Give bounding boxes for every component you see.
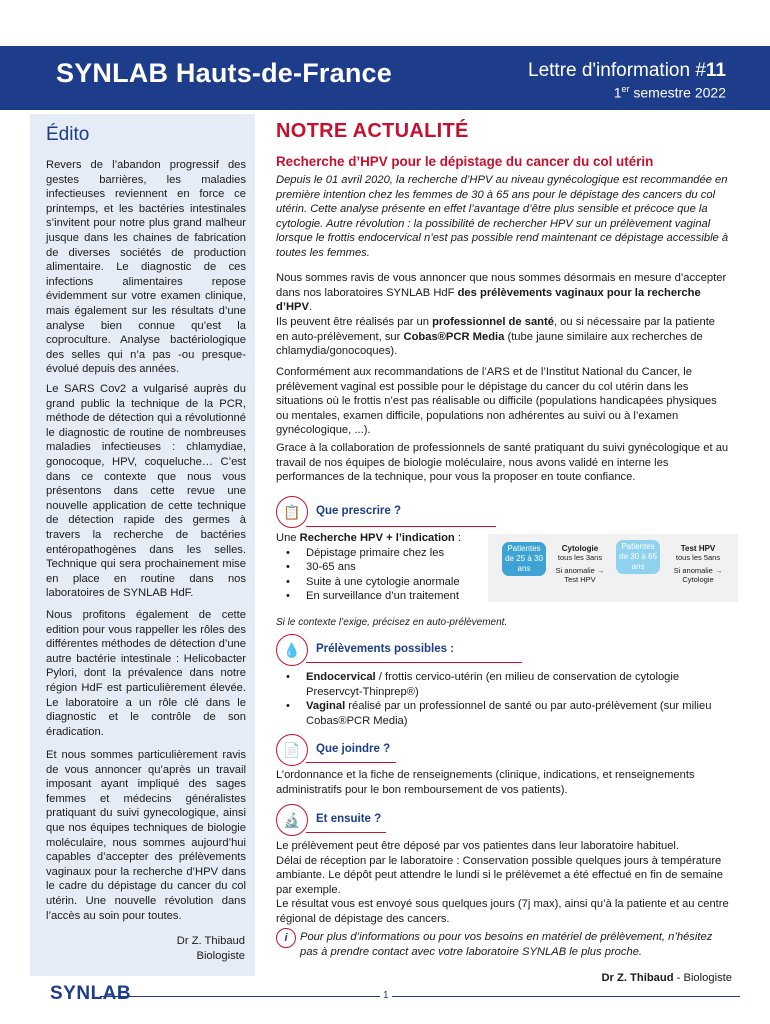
p2-c: . [308,301,313,314]
droplet-icon: 💧 [276,634,308,666]
edito-sig-role: Biologiste [196,950,245,962]
newsletter-label: Lettre d'information # [528,60,706,81]
prescribe-a: Une [276,532,300,544]
sample-2-text: réalisé par un professionnel de santé ou par auto-prélèvement (sur milieu Cobas®PCR Media) [306,700,712,727]
section-divider [306,526,496,527]
paragraph-5: Grace à la collaboration de professionnels de santé pratiquant du suivi gynécologique et au travail de nos équipes de biologie moléculaire, nous avons validé en interne les performances de la technique, pour vous la proposer en toute confiance. [276,442,729,484]
patients-30-65-bubble: Patientes de 30 à 65 ans [616,540,660,574]
p3-d: Cobas®PCR Media [403,330,505,343]
cytology-freq: tous les 3ans [557,553,603,562]
next-content [276,839,730,927]
signoff-name: Dr Z. Thibaud [601,972,674,984]
edito-paragraph-1: Revers de l’abandon progressif des gestes barrières, les maladies infectieuses reviennent en force ce printemps, et les bactéries intestinales s’invitent pour notre plus grand malheur jusque dans les chaines de fabrication de diverses sociétés de production alimentaire. Le diagnostic de ces infections alimentaires repose évidemment sur votre examen clinique, mais également sur les résultats d’une analyse bien connue qu’est la coproculture. Analyse bactériologique des selles qui n’a pas -ou presque-évolué depuis des années. [46,159,246,376]
cytology-anomaly: Si anomalie → Test HPV [555,566,605,584]
edito-title: Édito [46,124,90,145]
prescribe-intro [276,531,496,546]
edito-signature [177,934,245,964]
paragraph-3 [276,315,730,359]
page-number: 1 [380,990,392,1001]
list-item: • Dépistage primaire chez les [306,546,496,561]
list-item [306,670,730,699]
sample-2-bold: Vaginal [306,700,346,713]
paragraph-2 [276,271,730,315]
prescribe-c: : [454,532,461,544]
edito-sig-name: Dr Z. Thibaud [176,935,245,947]
prescribe-list [276,546,496,604]
sample-1-bold: Endocervical [306,671,376,683]
hpv-test-title: Test HPV [680,544,716,553]
attach-text: L’ordonnance et la fiche de renseignements (clinique, indications, et renseignements administratifs pour le bon remboursement de vos patients). [276,769,695,796]
footer-line [100,996,740,997]
edito-paragraph-2: Le SARS Cov2 a vulgarisé auprès du grand public la technique de la PCR, méthode de détection qui a révolutionné le diagnostic de routine de nombreuses maladies infectieuses : chlamydiae, gonocoque, HPV, coqueluche… C’est dans ce contexte que nous vous présentons dans cette revue une nouvelle application de cette technique de détection rapide des germes à travers la recherche de bactéries entéropathogènes dans les selles. Technique qui sera prochainement mise en place en routine dans nos laboratoires de SYNLAB HdF. [46,383,246,600]
hpv-anomaly: Si anomalie → Cytologie [673,566,723,584]
list-item [306,699,730,728]
list-item: • En surveillance d’un traitement [306,589,496,604]
list-item: • Suite à une cytologie anormale [306,575,496,590]
section-divider [306,662,522,663]
semester-text: semestre 2022 [629,84,726,101]
prescribe-content [276,531,496,604]
p3-e: (tube jaune similaire aux recherches de chlamydia/gonocoques). [276,330,703,358]
paragraph-4: Conformément aux recommandations de l’ARS et de l’Institut National du Cancer, le prélèvement vaginal est possible pour le dépistage du cancer du col utérin dans les situations où le frottis n’est pas réalisable ou difficile (populations handicapées physiques ou mentales, examen difficile, populations non adhérentes au suivi ou à l’examen gynécologique, ...). [276,366,717,437]
article-subtitle: Recherche d’HPV pour le dépistage du cancer du col utérin [276,154,654,169]
cytology-label [550,544,610,562]
section-next-title: Et ensuite ? [316,813,382,825]
next-p1: Le prélèvement peut être déposé par vos patientes dans leur laboratoire habituel. [276,840,680,852]
signoff-role: - Biologiste [673,972,732,984]
section-prescribe-title: Que prescrire ? [316,505,402,517]
section-divider [306,762,396,763]
prescribe-note: Si le contexte l’exige, précisez en auto-prélèvement. [276,617,508,628]
document-icon: 📄 [276,734,308,766]
info-icon: i [276,928,296,948]
semester-sup: er [621,84,630,94]
synlab-logo: SYNLAB [50,983,132,1004]
hpv-test-freq: tous les 5ans [675,553,721,562]
list-item: • 30-65 ans [306,560,496,575]
newsletter-number [528,60,726,82]
section-attach-title: Que joindre ? [316,743,391,755]
edito-sidebar [30,114,255,976]
p3-c: , ou si nécessaire par la patiente en auto-prélèvement, sur [276,316,716,343]
intro-paragraph: Depuis le 01 avril 2020, la recherche d’HPV au niveau gynécologique est recommandée en première intention chez les femmes de 30 à 65 ans pour le dépistage des cancers du col utérin. Cette analyse présente en effet l’avantage d’être plus sensible et précoce que la cytologie. Autre révolution : la possibilité de rechercher HPV sur un prélèvement vaginal lorsque le frottis endocervical n’est pas possible rend maintenant ce dépistage accessible à toutes les femmes. [276,174,729,259]
p2-a: Nous sommes ravis de vous annoncer que nous sommes désormais en mesure d’accepter dans nos laboratoires SYNLAB HdF [276,272,727,299]
section-heading: NOTRE ACTUALITÉ [276,120,469,142]
newsletter-num: 11 [705,60,726,81]
p2-b: des prélèvements vaginaux pour la recherche d’HPV [276,286,701,314]
section-samples-title: Prélèvements possibles : [316,643,455,655]
patients-25-30-bubble: Patientes de 25 à 30 ans [502,542,546,576]
microscope-icon: 🔬 [276,804,308,836]
samples-list [276,670,730,728]
semester [614,84,726,101]
prescribe-b: Recherche HPV + l’indication [299,532,455,544]
edito-paragraph-3: Nous profitons également de cette edition pour vous rappeller les rôles des différentes méthodes de détection d’une autre bactérie intestinale : Helicobacter Pylori, dont la prévalence dans notre région HdF est particulièrement élevée. Le laboratoire a un rôle clé dans le diagnostic et le contrôle de son éradication. [46,609,246,738]
info-text: Pour plus d’informations ou pour vos besoins en matériel de prélèvement, n’hésitez pas à prendre contact avec votre laboratoire SYNLAB le plus proche. [300,931,713,958]
p3-b: professionnel de santé [432,316,554,328]
cytology-title: Cytologie [561,544,599,553]
clipboard-icon: 📋 [276,496,308,528]
hpv-test-label [666,544,730,562]
semester-num: 1 [613,84,622,101]
screening-diagram [488,534,738,602]
section-divider [306,832,386,833]
signoff [601,972,732,984]
next-p3: Le résultat vous est envoyé sous quelques jours (7j max), ainsi qu’à la patiente et au centre régional de dépistage des cancers. [276,898,729,925]
samples-content [276,670,730,728]
sample-1-text: / frottis cervico-utérin (en milieu de conservation de cytologie Preservcyt-Thinprep®) [306,671,680,698]
page-title: SYNLAB Hauts-de-France [56,58,392,88]
p3-a: Ils peuvent être réalisés par un [276,316,433,328]
next-p2: Délai de réception par le laboratoire : Conservation possible quelques jours à température ambiante. Le dépôt peut attendre le lundi si le prélèvemet a été effectué en fin de semaine par exemple. [276,854,723,896]
header-banner [0,46,770,110]
edito-paragraph-4: Et nous sommes particulièrement ravis de vous annoncer qu’après un travail imposant ayant impliqué des sages femmes et médecins généralistes pratiquant du suivi gynecologique, ainsi que nos équipes techniques de biologie moléculaire, nous sommes aujourd’hui capables d’accepter des prélèvements vaginaux pour la recherche d’HPV dans le cadre du dépistage du cancer du col utérin. Une nouvelle révolution dans l’accès au soin pour toutes. [46,749,246,922]
